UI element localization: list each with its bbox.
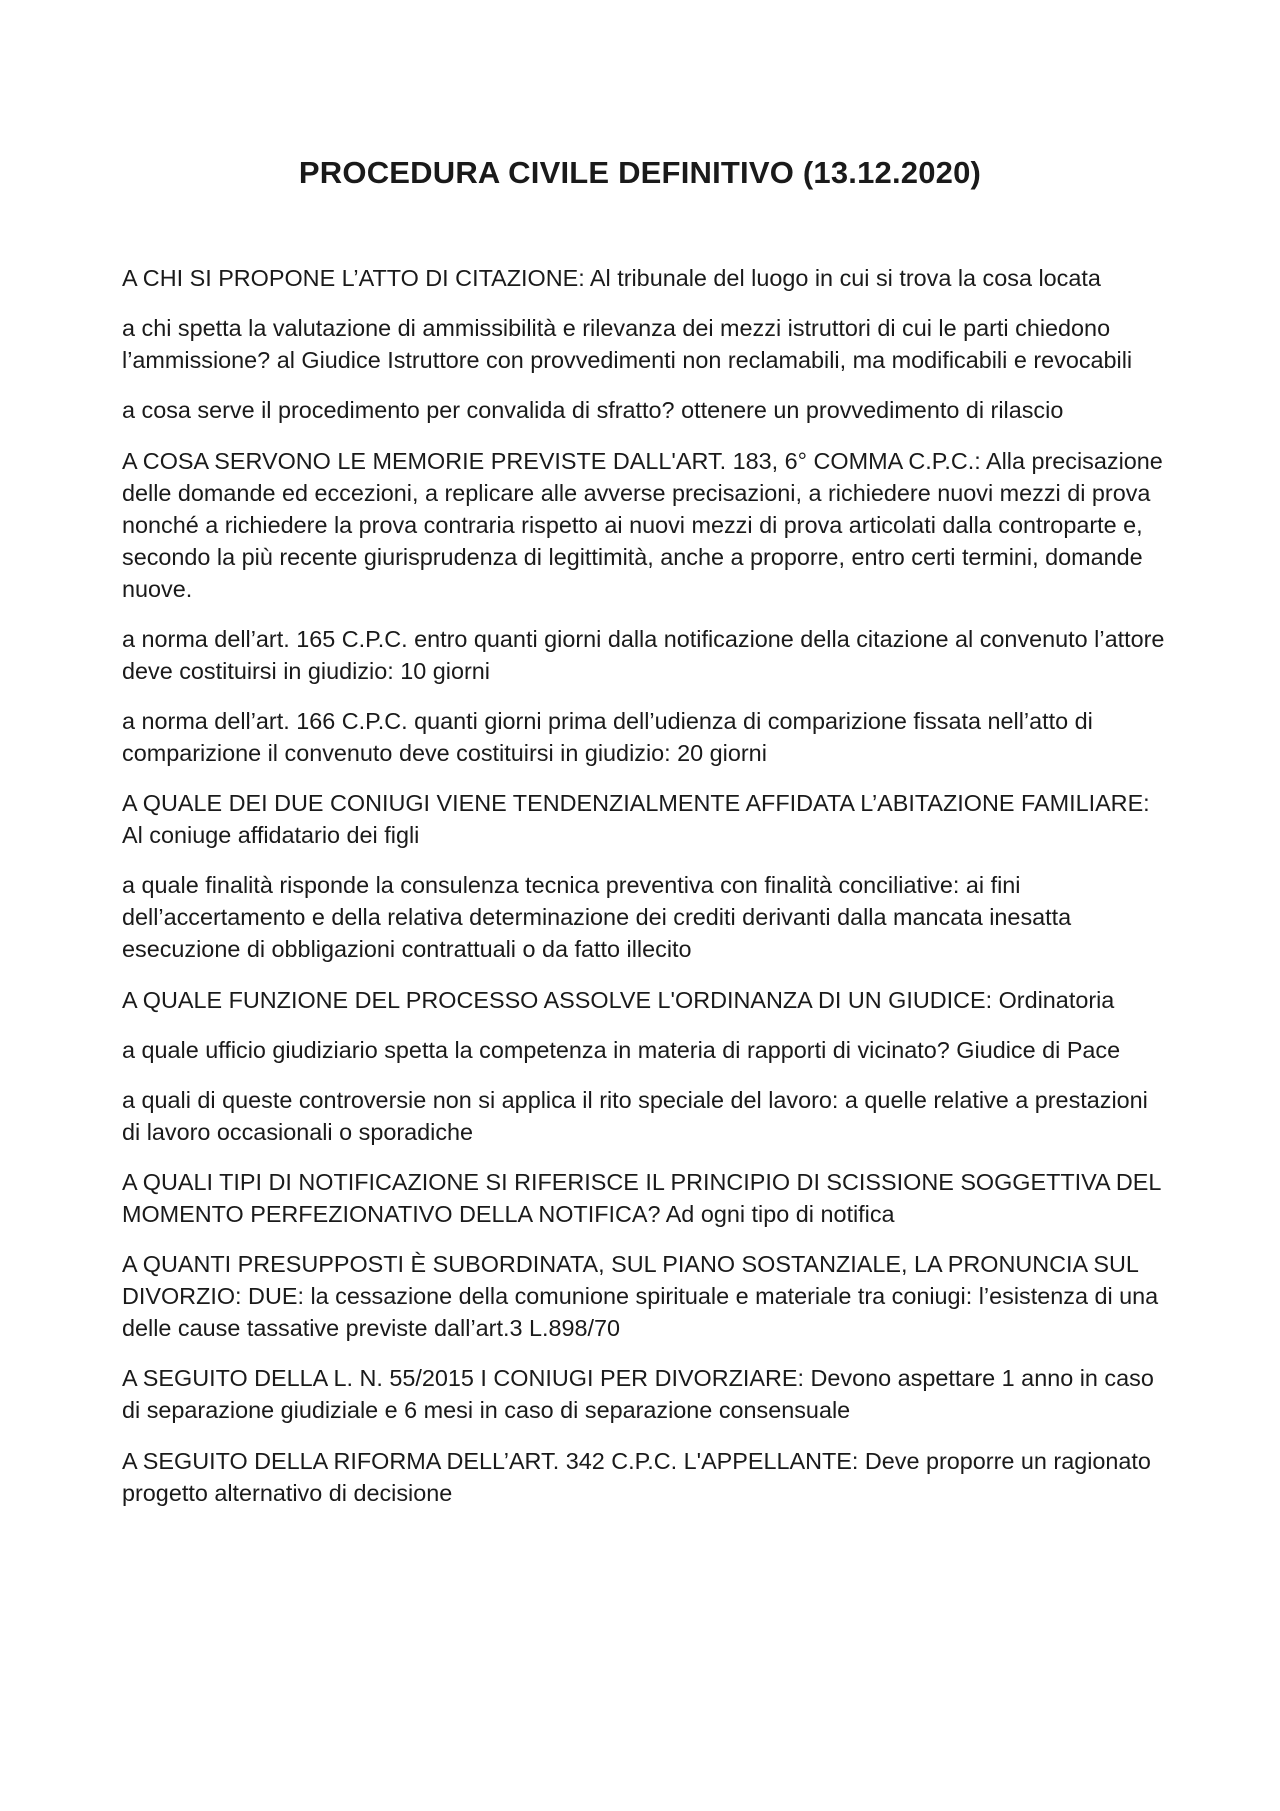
paragraph: A QUANTI PRESUPPOSTI È SUBORDINATA, SUL PIANO SOSTANZIALE, LA PRONUNCIA SUL DIVORZIO: DUE: la cessazione della comunione spirituale e materiale tra coniugi: l’esistenza di una delle cause tassative previste dall’art.3 L.898/70 (122, 1251, 1159, 1342)
paragraph: A CHI SI PROPONE L’ATTO DI CITAZIONE: Al tribunale del luogo in cui si trova la cosa locata (122, 265, 1101, 291)
paragraph: a cosa serve il procedimento per convalida di sfratto? ottenere un provvedimento di rilascio (122, 397, 1064, 424)
paragraph: A COSA SERVONO LE MEMORIE PREVISTE DALL'ART. 183, 6° COMMA C.P.C.: Alla precisazione delle domande ed eccezioni, a replicare alle avverse precisazioni, a richiedere nuovi mezzi di prova nonché a richiedere la prova contraria rispetto ai nuovi mezzi di prova articolati dalla controparte e, secondo la più recente giurisprudenza di legittimità, anche a proporre, entro certi termini, domande nuove. (122, 447, 1163, 602)
paragraph: a chi spetta la valutazione di ammissibilità e rilevanza dei mezzi istruttori di cui le parti chiedono l’ammissione? al Giudice Istruttore con provvedimenti non reclamabili, ma modificabili e revocabili (122, 315, 1133, 374)
paragraph: a norma dell’art. 165 C.P.C. entro quanti giorni dalla notificazione della citazione al convenuto l’attore deve costituirsi in giudizio: 10 giorni (122, 625, 1165, 684)
paragraph: a quali di queste controversie non si applica il rito speciale del lavoro: a quelle relative a prestazioni di lavoro occasionali o sporadiche (122, 1086, 1148, 1145)
paragraph: a norma dell’art. 166 C.P.C. quanti giorni prima dell’udienza di comparizione fissata nell’atto di comparizione il convenuto deve costituirsi in giudizio: 20 giorni (122, 707, 1093, 766)
document-body (122, 262, 1172, 1527)
paragraph: A QUALE DEI DUE CONIUGI VIENE TENDENZIALMENTE AFFIDATA L’ABITAZIONE FAMILIARE: Al coniuge affidatario dei figli (122, 790, 1150, 849)
paragraph: a quale ufficio giudiziario spetta la competenza in materia di rapporti di vicinato? Giudice di Pace (122, 1036, 1121, 1063)
paragraph: A QUALI TIPI DI NOTIFICAZIONE SI RIFERISCE IL PRINCIPIO DI SCISSIONE SOGGETTIVA DEL MOMENTO PERFEZIONATIVO DELLA NOTIFICA? Ad ogni tipo di notifica (122, 1169, 1161, 1228)
paragraph: a quale finalità risponde la consulenza tecnica preventiva con finalità conciliative: ai fini dell’accertamento e della relativa determinazione dei crediti derivanti dalla mancata inesatta esecuzione di obbligazioni contrattuali o da fatto illecito (122, 872, 1072, 963)
paragraph: A SEGUITO DELLA L. N. 55/2015 I CONIUGI PER DIVORZIARE: Devono aspettare 1 anno in caso di separazione giudiziale e 6 mesi in caso di separazione consensuale (122, 1365, 1154, 1424)
paragraph: A SEGUITO DELLA RIFORMA DELL’ART. 342 C.P.C. L'APPELLANTE: Deve proporre un ragionato progetto alternativo di decisione (122, 1447, 1151, 1506)
document-title: PROCEDURA CIVILE DEFINITIVO (13.12.2020) (298, 155, 982, 190)
paragraph: A QUALE FUNZIONE DEL PROCESSO ASSOLVE L'ORDINANZA DI UN GIUDICE: Ordinatoria (122, 986, 1115, 1013)
